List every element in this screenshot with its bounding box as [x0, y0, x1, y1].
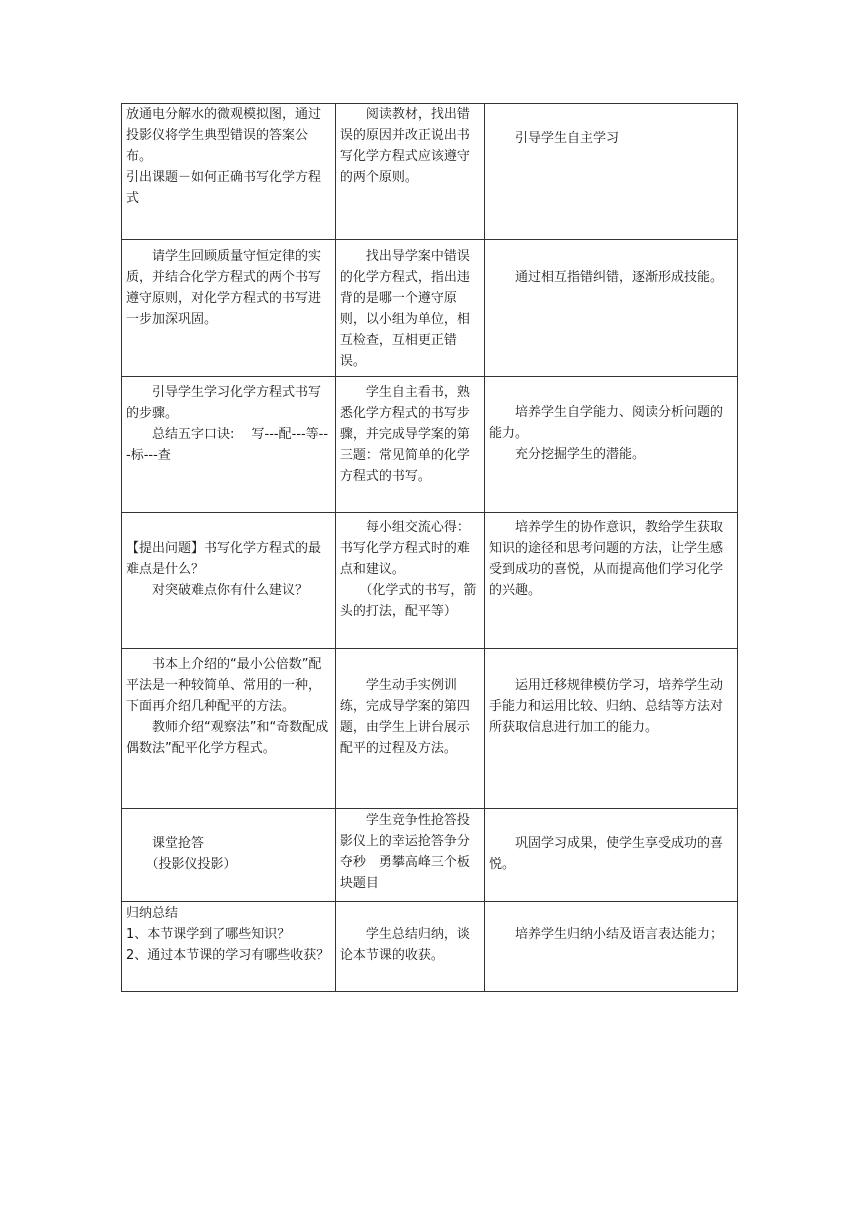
design-intent-cell	[485, 240, 738, 377]
teacher-activity-cell	[122, 649, 336, 809]
student-text: 学生总结归纳，谈论本节课的收获。	[339, 927, 470, 963]
table-row	[122, 104, 738, 240]
design-intent-cell	[485, 809, 738, 902]
student-text: 找出导学案中错误的化学方程式，指出违背的是哪一个遵守原则，以小组为单位，相互检查，互相更正错误。	[339, 249, 470, 369]
student-activity-cell	[335, 104, 484, 240]
teacher-activity-cell	[122, 240, 336, 377]
teacher-text: 归纳总结	[126, 906, 179, 921]
table-row	[122, 240, 738, 377]
student-text: 学生动手实例训练，完成导学案的第四题，由学生上讲台展示配平的过程及方法。	[339, 678, 470, 756]
teacher-activity-cell	[122, 513, 336, 649]
student-text: 学生竞争性抢答投影仪上的幸运抢答争分夺秒 勇攀高峰三个板块题目	[339, 813, 470, 891]
teacher-text: 书本上介绍的“最小公倍数”配平法是一种较简单、常用的一种，下面再介绍几种配平的方法。	[126, 657, 322, 714]
intent-text: 巩固学习成果，使学生享受成功的喜悦。	[489, 836, 724, 872]
intent-text: 通过相互指错纠错，逐渐形成技能。	[489, 270, 724, 285]
table-row	[122, 649, 738, 809]
design-intent-cell	[485, 649, 738, 809]
table-row	[122, 377, 738, 513]
student-text: （化学式的书写，箭头的打法，配平等）	[339, 583, 477, 619]
teacher-text: 放通电分解水的微观模拟图，通过投影仪将学生典型错误的答案公布。	[126, 107, 322, 164]
intent-text: 充分挖掘学生的潜能。	[489, 447, 646, 462]
student-text: 每小组交流心得：书写化学方程式时的难点和建议。	[339, 520, 470, 577]
student-activity-cell	[335, 513, 484, 649]
lesson-plan-table	[121, 103, 738, 992]
teacher-text: 请学生回顾质量守恒定律的实质，并结合化学方程式的两个书写遵守原则，对化学方程式的书写进一步加深巩固。	[126, 249, 322, 327]
intent-text: 培养学生的协作意识，教给学生获取知识的途径和思考问题的方法，让学生感受到成功的喜悦，从而提高他们学习化学的兴趣。	[489, 520, 724, 598]
teacher-activity-cell	[122, 377, 336, 513]
teacher-text: 总结五字口诀: 写---配---等---标---查	[126, 427, 329, 463]
student-activity-cell	[335, 809, 484, 902]
intent-text: 引导学生自主学习	[489, 131, 620, 146]
student-activity-cell	[335, 240, 484, 377]
student-text: 学生自主看书，熟悉化学方程式的书写步骤，并完成导学案的第三题：常见简单的化学方程式的书写。	[339, 385, 470, 484]
design-intent-cell	[485, 902, 738, 992]
teacher-text: 对突破难点你有什么建议？	[126, 583, 309, 598]
student-activity-cell	[335, 377, 484, 513]
student-text: 阅读教材，找出错误的原因并改正说出书写化学方程式应该遵守的两个原则。	[339, 107, 470, 185]
table-row	[122, 902, 738, 992]
teacher-text: 1、本节课学到了哪些知识？	[126, 927, 291, 942]
teacher-activity-cell	[122, 104, 336, 240]
teacher-text: （投影仪投影）	[126, 857, 237, 872]
design-intent-cell	[485, 377, 738, 513]
table-row	[122, 809, 738, 902]
teacher-text: 【提出问题】书写化学方程式的最难点是什么？	[126, 541, 322, 577]
teacher-text: 教师介绍“观察法”和“奇数配成偶数法”配平化学方程式。	[126, 720, 329, 756]
intent-text: 培养学生自学能力、阅读分析问题的能力。	[489, 405, 724, 441]
teacher-text: 课堂抢答	[126, 836, 205, 851]
teacher-activity-cell	[122, 809, 336, 902]
table-row	[122, 513, 738, 649]
teacher-text: 2、通过本节课的学习有哪些收获？	[126, 948, 330, 963]
intent-text: 培养学生归纳小结及语言表达能力；	[489, 927, 724, 942]
intent-text: 运用迁移规律模仿学习，培养学生动手能力和运用比较、归纳、总结等方法对所获取信息进行加工的能力。	[489, 678, 724, 735]
teacher-activity-cell	[122, 902, 336, 992]
teacher-text: 引导学生学习化学方程式书写的步骤。	[126, 385, 322, 421]
design-intent-cell	[485, 104, 738, 240]
student-activity-cell	[335, 649, 484, 809]
student-activity-cell	[335, 902, 484, 992]
teacher-text: 引出课题－如何正确书写化学方程式	[126, 170, 322, 206]
design-intent-cell	[485, 513, 738, 649]
